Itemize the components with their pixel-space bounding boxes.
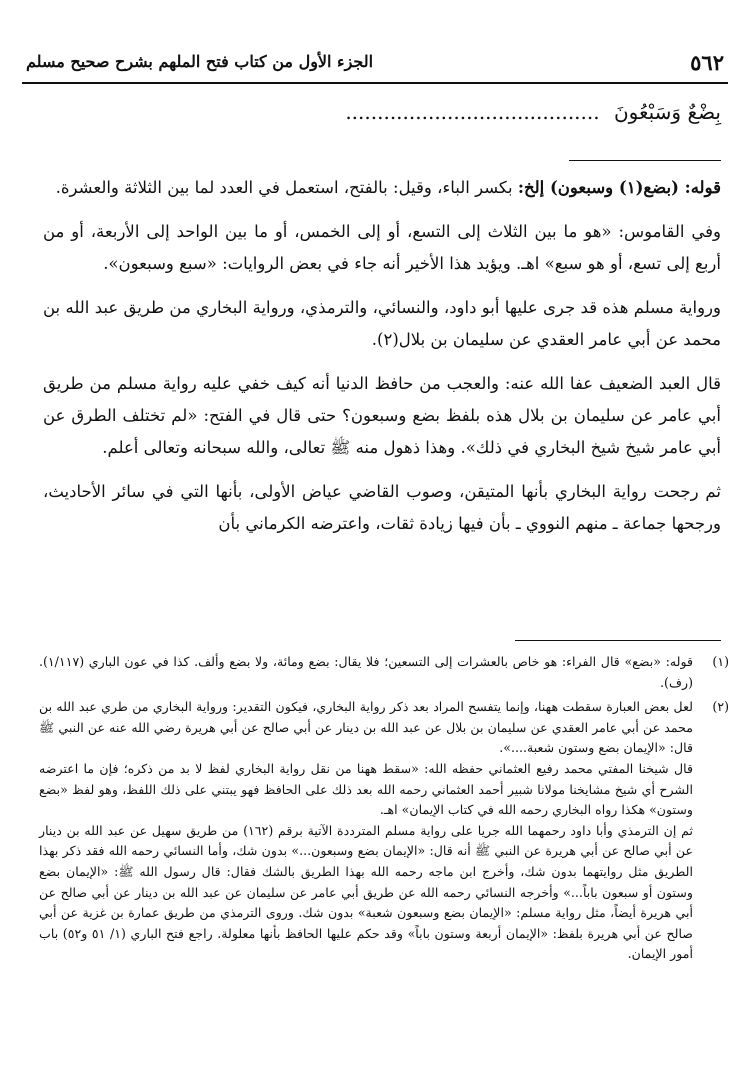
footnote-text <box>39 697 693 965</box>
running-title: الجزء الأول من كتاب فتح الملهم بشرح صحيح مسلم <box>26 52 374 71</box>
commentary-paragraph: ورواية مسلم هذه قد جرى عليها أبو داود، والنسائي، والترمذي، ورواية البخاري من طريق عبد الله بن محمد عن أبي عامر العقدي عن سليمان بن بلال(٢). <box>43 298 721 349</box>
footnote-number: (٢) <box>712 699 729 715</box>
section-divider <box>569 160 721 161</box>
footnote-item <box>39 697 729 965</box>
footnote-text <box>39 652 693 693</box>
ellipsis-dots: ........................................ <box>345 100 600 124</box>
commentary-paragraph <box>43 172 721 204</box>
footnote-divider <box>515 640 721 641</box>
footnote-paragraph: قال شيخنا المفتي محمد رفيع العثماني حفظه الله: «سقط ههنا من نقل رواية البخاري لفظ لا بد من ذكره؛ فإن ما اعترضه الشرح أي شيخ مشايخنا مولانا شبير أحمد العثماني رحمه الله بعد ذلك على الحافظ فهو يبتني على ذلك اللفظ، وهو لفظ «بضع وستون» هكذا رواه البخاري رحمه الله في كتاب الإيمان» اهـ. <box>39 760 693 818</box>
footnote-number: (١) <box>712 654 729 669</box>
page-number: ٥٦٢ <box>690 50 724 75</box>
footnote-paragraph: لعل بعض العبارة سقطت ههنا، وإنما يتفسح المراد بعد ذكر رواية البخاري، فيكون التقدير: ورواية البخاري من طري عبد الله بن محمد عن أبي عامر العقدي عن سليمان بن بلال عن عبد الله بن دينار عن أبي صالح عن أبي هريرة رضي الله عنه عن النبي ﷺ قال: «الإيمان بضع وستون شعبة....». <box>39 699 693 756</box>
commentary-paragraph: وفي القاموس: «هو ما بين الثلاث إلى التسع، أو إلى الخمس، أو ما بين الواحد إلى الأربعة، أو من أربع إلى تسع، أو هو سبع» اهـ. ويؤيد هذا الأخير أنه جاء في بعض الروايات: «سبع وسبعون». <box>43 222 721 273</box>
footnote-paragraph: ثم إن الترمذي وأبا داود رحمهما الله جريا على رواية مسلم المترددة الآتية برقم (١٦٢) من طريق سهيل عن عبد الله بن دينار عن أبي صالح عن أبي هريرة عن النبي ﷺ أنه قال: «الإيمان بضع وسبعون...» بدون شك، وأما النسائي رحمه الله فقد ذكر بهذا الطريق مثل روايتهما بدون شك، وأخرج ابن ماجه رحمه الله بهذا الطريق بالشك فقال: قال رسول الله ﷺ: «الإيمان بضع وستون أو سبعون باباً...» وأخرجه النسائي رحمه الله عن طريق أبي عامر عن سليمان عن عبد الله بن دينار عن أبي صالح عن أبي هريرة أيضاً، مثل رواية مسلم: «الإيمان بضع وسبعون شعبة» بدون شك. وروى الترمذي من طريق عمارة بن غزية عن أبي صالح عن أبي هريرة بلفظ: «الإيمان أربعة وستون باباً» وقد حكم عليها الحافظ بأنها معلولة. راجع فتح الباري (١/ ٥١ و٥٢) باب أمور الإيمان. <box>39 822 694 962</box>
hadith-excerpt-text: بِضْعٌ وَسَبْعُونَ <box>613 100 721 124</box>
commentary-text: بكسر الباء، وقيل: بالفتح، استعمل في العدد لما بين الثلاثة والعشرة. <box>55 178 518 197</box>
commentary-body <box>43 172 721 552</box>
footnote-item <box>39 652 729 693</box>
footnote-paragraph: قوله: «بضع» قال الفراء: هو خاص بالعشرات إلى التسعين؛ فلا يقال: بضع ومائة، ولا بضع وألف. كذا في عون الباري (١/١١٧). (رف). <box>39 654 693 690</box>
footnotes <box>39 652 729 969</box>
commentary-lead: قوله: (بضع(١) وسبعون) إلخ: <box>517 178 721 197</box>
commentary-paragraph: ثم رجحت رواية البخاري بأنها المتيقن، وصوب القاضي عياض الأولى، بأنها التي في سائر الأحاديث، ورجحها جماعة ـ منهم النووي ـ بأن فيها زيادة ثقات، واعترضه الكرماني بأن <box>43 482 721 533</box>
hadith-excerpt <box>81 100 721 124</box>
commentary-paragraph: قال العبد الضعيف عفا الله عنه: والعجب من حافظ الدنيا أنه كيف خفي عليه رواية مسلم من طريق أبي عامر عن سليمان بن بلال هذه بلفظ بضع وسبعون؟ حتى قال في الفتح: «لم تختلف الطرق عن أبي عامر شيخ شيخ البخاري في ذلك». وهذا ذهول منه ﷺ تعالى، والله سبحانه وتعالى أعلم. <box>43 374 721 457</box>
page-header <box>22 40 728 84</box>
